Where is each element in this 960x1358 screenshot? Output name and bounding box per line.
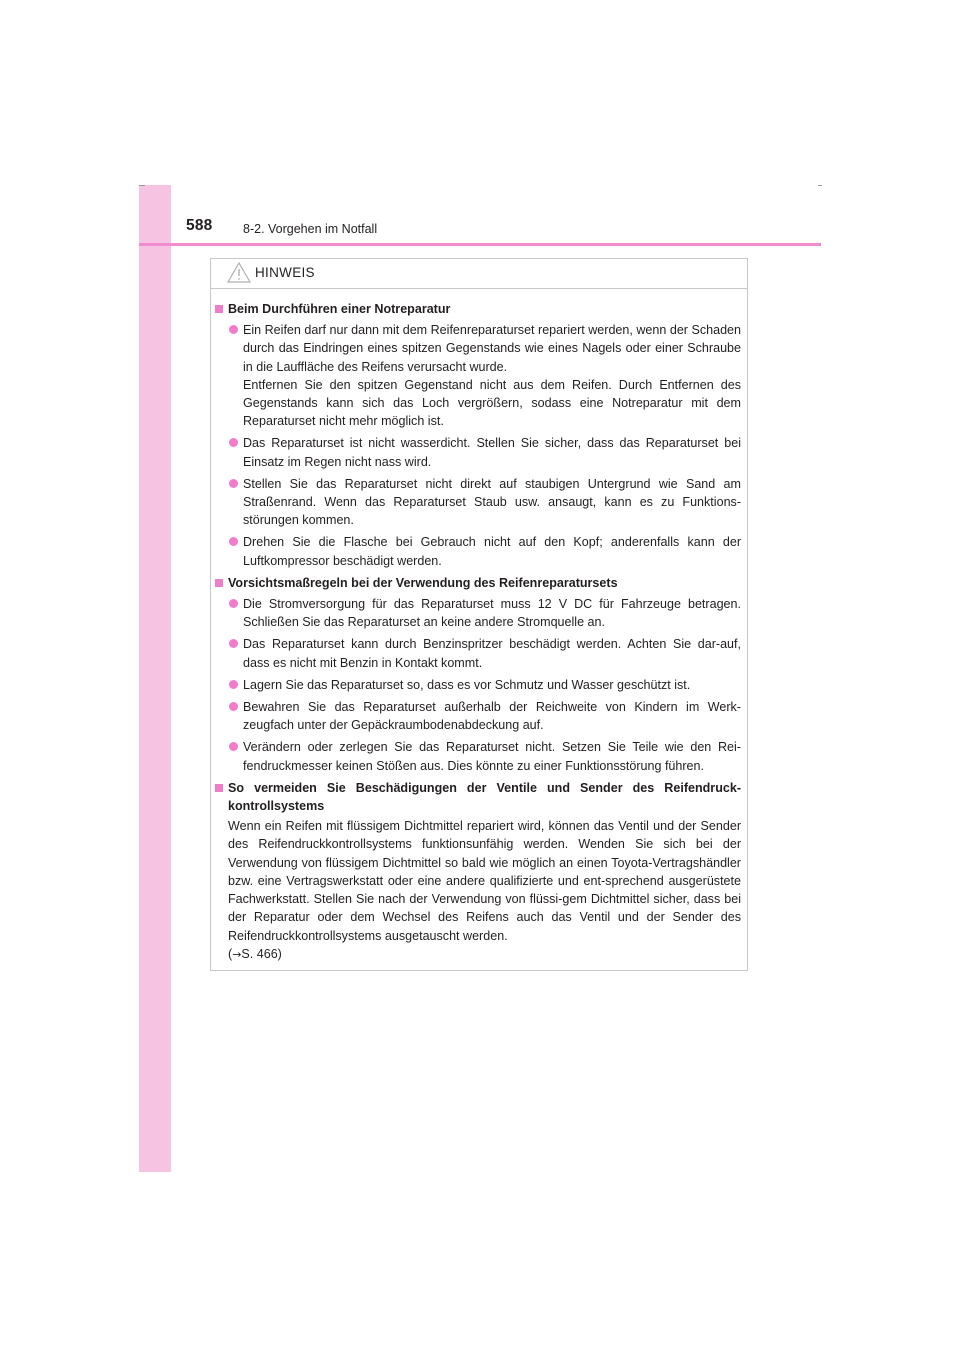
section-title-precautions: Vorsichtsmaßregeln bei der Verwendung des Reifenreparatursets xyxy=(228,575,618,590)
paragraph-text: Wenn ein Reifen mit flüssigem Dichtmittel repariert wird, können das Ventil und der Sender des Reifendruckkontrollsystems funktionsunfähig werden. Wenden Sie sich bei der Verwendung von flüssigem Dichtmittel so bald wie möglich an einen Toyota-Vertragshändler bzw. eine Vertragswerkstatt oder eine andere qualifizierte und ent-sprechend ausgerüstete Fachwerkstatt. Stellen Sie nach der Verwendung von flüssi-gem Dichtmittel sicher, dass bei der Reparatur oder dem Wechsel des Reifens auch das Ventil und der Sender des Reifendruckkontrollsystems ausgetauscht werden. xyxy=(228,819,741,943)
section-marker-icon xyxy=(215,784,223,792)
item-text: Das Reparaturset kann durch Benzinspritzer beschädigt werden. Achten Sie dar-auf, dass es nicht mit Benzin in Kontakt kommt. xyxy=(243,637,741,670)
page-number: 588 xyxy=(186,217,213,234)
section-title-emergency-repair: Beim Durchführen einer Notreparatur xyxy=(228,302,451,316)
bullet-icon xyxy=(229,680,238,689)
notice-section xyxy=(211,574,741,775)
section-title-valves-sensors: So vermeiden Sie Beschädigungen der Ventile und Sender des Reifendruck-kontrollsystems xyxy=(228,780,741,814)
item-text: Das Reparaturset ist nicht wasserdicht. Stellen Sie sicher, dass das Reparaturset bei Einsatz im Regen nicht nass wird. xyxy=(243,436,741,469)
right-arrow-icon: → xyxy=(232,947,242,961)
list-item xyxy=(228,595,741,631)
warning-triangle-icon xyxy=(227,262,251,283)
chapter-side-tab xyxy=(139,185,171,1172)
item-text: Lagern Sie das Reparaturset so, dass es vor Schmutz und Wasser geschützt ist. xyxy=(243,677,691,692)
item-text: Drehen Sie die Flasche bei Gebrauch nicht auf den Kopf; anderenfalls kann der Luftkompressor beschädigt werden. xyxy=(243,535,741,568)
notice-label: HINWEIS xyxy=(255,265,315,280)
bullet-icon xyxy=(229,537,238,546)
notice-section xyxy=(211,779,741,964)
section-marker-icon xyxy=(215,305,223,313)
item-text: Ein Reifen darf nur dann mit dem Reifenreparaturset repariert werden, wenn der Schaden durch das Eindringen eines spitzen Gegenstands wie eines Nagels oder einer Schraube in die Lauffläche des Reifens verursacht wurde. xyxy=(243,323,741,374)
item-text: Bewahren Sie das Reparaturset außerhalb der Reichweite von Kindern im Werk-zeugfach unter der Gepäckraumbodenabdeckung auf. xyxy=(243,700,741,733)
bullet-icon xyxy=(229,599,238,608)
crop-mark-right xyxy=(818,185,822,186)
item-extra-text: Entfernen Sie den spitzen Gegenstand nicht aus dem Reifen. Durch Entfernen des Gegenstands kann sich das Loch vergrößern, sodass eine Notreparatur mit dem Reparaturset nicht mehr möglich ist. xyxy=(243,377,741,429)
list-item xyxy=(228,635,741,671)
list-item xyxy=(228,533,741,569)
item-list xyxy=(228,595,741,775)
section-title: 8-2. Vorgehen im Notfall xyxy=(243,222,378,236)
notice-body xyxy=(211,300,747,964)
page-reference: S. 466) xyxy=(241,946,282,961)
section-paragraph xyxy=(228,817,741,964)
bullet-icon xyxy=(229,325,238,334)
section-marker-icon xyxy=(215,579,223,587)
bullet-icon xyxy=(229,479,238,488)
list-item xyxy=(228,321,741,430)
item-text: Die Stromversorgung für das Reparaturset muss 12 V DC für Fahrzeuge betragen. Schließen Sie das Reparaturset an keine andere Stromquelle an. xyxy=(243,597,741,630)
list-item xyxy=(228,698,741,734)
notice-box xyxy=(210,258,748,971)
crop-mark-left xyxy=(139,185,145,186)
bullet-icon xyxy=(229,742,238,751)
notice-header xyxy=(211,259,747,289)
list-item xyxy=(228,434,741,470)
list-item xyxy=(228,676,741,694)
notice-section xyxy=(211,300,741,570)
bullet-icon xyxy=(229,639,238,648)
header-rule xyxy=(139,243,821,246)
bullet-icon xyxy=(229,702,238,711)
list-item xyxy=(228,738,741,774)
item-text: Stellen Sie das Reparaturset nicht direkt auf staubigen Untergrund wie Sand am Straßenrand. Wenn das Reparaturset Staub usw. ansaugt, kann es zu Funktions-störungen kommen. xyxy=(243,476,741,528)
item-list xyxy=(228,321,741,570)
item-text: Verändern oder zerlegen Sie das Reparaturset nicht. Setzen Sie Teile wie den Rei-fendruckmesser keinen Stößen aus. Dies könnte zu einer Funktionsstörung führen. xyxy=(243,740,741,773)
reference-open: ( xyxy=(228,946,233,961)
list-item xyxy=(228,475,741,530)
bullet-icon xyxy=(229,438,238,447)
